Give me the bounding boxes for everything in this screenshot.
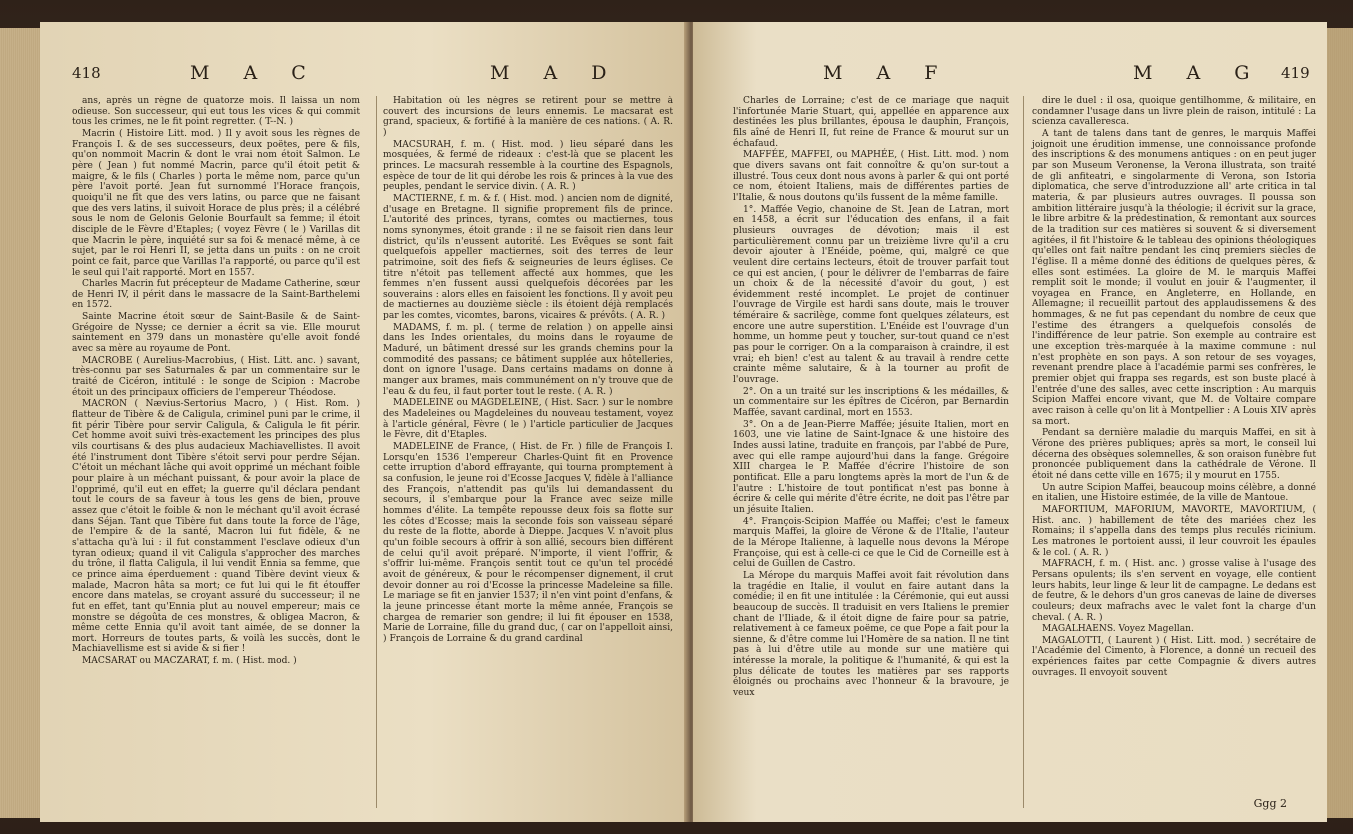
left-header — [40, 62, 688, 92]
right-header — [693, 62, 1327, 92]
article-paragraph: MACTIERNE, f. m. & f. ( Hist. mod. ) ancien nom de dignité, d'usage en Bretagne. Il signifie proprement fils de prince. L'autorité des princes, tyrans, comtes ou mactiernes, tous noms synonymes, étoit grande : il ne se faisoit rien dans leur district, qu'ils n'eussent autorité. Les Evêques se sont fait quelquefois appeller mactiernes, soit des terres de leur patrimoine, soit des fiefs & seigneuries de leurs églises. Ce titre n'étoit pas tellement affecté aux hommes, que les femmes n'en fussent aussi quelquefois décorées par les souverains : alors elles en faisoient les fonctions. Il y avoit peu de mactiernes au douzième siècle : ils étoient déjà remplacés par les comtes, vicomtes, barons, vicaires & prévôts. ( A. R. ) — [383, 193, 673, 322]
article-paragraph: MAFORTIUM, MAFORIUM, MAVORTE, MAVORTIUM, ( Hist. anc. ) habillement de tête des mariées chez les Romains; il s'appella dans des temps plus reculés ricinium. Les matrones le portoient aussi, il leur couvroit les épaules & le col. ( A. R. ) — [1032, 504, 1316, 558]
article-paragraph: ans, après un règne de quatorze mois. Il laissa un nom odieuse. Son successeur, qui eut tous les vices & qui commit tous les crimes, ne le fit point regretter. ( T--N. ) — [72, 96, 360, 128]
article-paragraph: Pendant sa dernière maladie du marquis Maffei, en sit à Vérone des prières publiques; après sa mort, le conseil lui décerna des obsèques solemnelles, & son oraison funèbre fut prononcée publiquement dans la cathédrale de Vérone. Il étoit né dans cette ville en 1675; il y mourut en 1755. — [1032, 428, 1316, 481]
article-paragraph: Sainte Macrine étoit sœur de Saint-Basile & de Saint-Grégoire de Nysse; ce dernier a écrit sa vie. Elle mourut saintement en 379 dans un monastère qu'elle avoit fondé avec sa mère au royaume de Pont. — [72, 312, 360, 355]
page-number: 419 — [1281, 64, 1310, 82]
right-page — [693, 22, 1327, 822]
right-column-2 — [1023, 96, 1316, 808]
article-paragraph: MACROBE ( Aurelius-Macrobius, ( Hist. Litt. anc. ) savant, très-connu par ses Saturnales & par un commentaire sur le traité de Cicéron, intitulé : le songe de Scipion : Macrobe étoit un des principaux officiers de l'empereur Théodose. — [72, 355, 360, 398]
right-column-1 — [733, 96, 1009, 808]
running-head: M A F — [823, 62, 952, 84]
running-head: M A C — [190, 62, 320, 84]
article-paragraph: La Mérope du marquis Maffei avoit fait révolution dans la tragédie en Italie, il voulut en faire autant dans la comédie; il en fit une intitulée : la Cérémonie, qui eut aussi beaucoup de succès. Il traduisit en vers Italiens le premier chant de l'Iliade, & il étoit digne de faire pour sa patrie, relativement à ce fameux poëme, ce que Pope a fait pour la sienne, & d'être comme lui l'Homère de sa nation. Il ne tint pas à lui d'être utile au monde sur une matière qui intéresse la morale, la politique & l'humanité, & qui est la plus délicate de toutes les matières par ses rapports éloignés ou prochains avec l'honneur & la bravoure, je veux — [733, 570, 1009, 699]
article-paragraph: MAGALHAENS. Voyez Magellan. — [1042, 624, 1194, 635]
left-column-1 — [72, 96, 360, 808]
article-paragraph: MAFFÉE, MAFFEI, ou MAPHÉE, ( Hist. Litt. mod. ) nom que divers savans ont fait connoître & qu'on sur-tout a illustré. Tous ceux dont nous avons à parler & qui ont porté ce nom, étoient Italiens, mais de différentes parties de l'Italie, & nous doutons qu'ils fussent de la même famille. — [733, 150, 1009, 203]
signature-mark: Ggg 2 — [1253, 797, 1287, 810]
article-paragraph: MAGALOTTI, ( Laurent ) ( Hist. Litt. mod. ) secrétaire de l'Académie del Cimento, à Florence, a donné un recueil des expériences faites par cette Compagnie & divers autres ouvrages. Il envoyoit souvent — [1032, 635, 1316, 678]
article-paragraph: A tant de talens dans tant de genres, le marquis Maffei joignoit une érudition immense, une connoissance profonde des inscriptions & des monumens antiques : on en peut juger par son Museum Veronense, la Verona illustrata, son traité de gli anfiteatri, e singolarmente di Verona, son Istoria diplomatica, che serve d'introduzzione all' arte critica in tal materia, & par plusieurs autres ouvrages. Il poussa son ambition littéraire jusqu'à la théologie; il écrivit sur la grace, le libre arbitre & la prédestination, & remontant aux sources de la tradition sur ces matières si souvent & si diversement agitées, il fit l'histoire & le tableau des opinions théologiques qu'elles ont fait naître pendant les cinq premiers siècles de l'église. Il a même donné des éditions de quelques pères, & elles sont estimées. La gloire de M. le marquis Maffei remplit soit le monde; il voulut en jouir & l'augmenter, il voyagea en France, en Angleterre, en Hollande, en Allemagne; il recueillit partout des applaudissemens & des hommages, & ne fut pas cependant du nombre de ceux que l'estime des étrangers a quelquefois consolés de l'indifférence de leur patrie. Son exemple au contraire est une exception très-marquée à la maxime commune : nul n'est prophète en son pays. A son retour de ses voyages, revenant prendre place à l'académie parmi ses confrères, le premier objet qui frappa ses regards, est son buste placé à l'entrée d'une des salles, avec cette inscription : Au marquis Scipion Maffei encore vivant, que M. de Voltaire compare avec raison à celle qu'on lit à Montpellier : A Louis XIV après sa mort. — [1032, 128, 1316, 427]
left-page — [40, 22, 688, 822]
article-paragraph: Un autre Scipion Maffei, beaucoup moins célèbre, a donné en italien, une Histoire estimée, de la ville de Mantoue. — [1032, 482, 1316, 504]
article-paragraph: 3°. On a de Jean-Pierre Maffée; jésuite Italien, mort en 1603, une vie latine de Saint-Ignace & une histoire des Indes aussi latine, traduite en françois, par l'abbé de Pure, avec qui elle rampe aujourd'hui dans la fange. Grégoire XIII chargea le P. Maffée d'écrire l'histoire de son pontificat. Elle a paru longtems après la mort de l'un & de l'autre : L'histoire de tout pontificat n'est pas bonne à écrire & celle qui mérite d'être écrite, ne doit pas l'être par un jésuite Italien. — [733, 419, 1009, 515]
page-number: 418 — [72, 64, 101, 82]
article-paragraph: Macrin ( Histoire Litt. mod. ) Il y avoit sous les règnes de François I. & de ses successeurs, deux poëtes, pere & fils, qu'on nommoit Macrin & dont le vrai nom étoit Salmon. Le père ( Jean ) fut nommé Macrin, parce qu'il étoit petit & maigre, & le fils ( Charles ) porta le même nom, parce qu'un père l'avoit porté. Jean fut surnommé l'Horace françois, quoiqu'il ne fît que des vers latins, ou parce que ne faisant que des vers latins, il suivoit Horace de plus près; il a célébré sous le nom de Gelonis Gelonie Bourfault sa femme; il étoit disciple de le Fèvre d'Etaples; ( voyez Fèvre ( le ) Varillas dit que Macrin le père, inquiété sur sa foi & menacé même, à ce sujet, par le roi Henri II, se jetta dans un puits : on ne croit point ce fait, parce que Varillas l'a rapporté, ou parce qu'il est le seul qui l'ait rapporté. Mort en 1557. — [72, 128, 360, 278]
article-paragraph: Habitation où les nègres se retirent pour se mettre à couvert des incursions de leurs ennemis. Le macsarat est grand, spacieux, & fortifié à la manière de ces nations. ( A. R. ) — [383, 96, 673, 138]
left-page-edges — [0, 28, 40, 818]
right-page-edges — [1327, 28, 1353, 818]
article-paragraph: MADAMS, f. m. pl. ( terme de relation ) on appelle ainsi dans les Indes orientales, du moins dans le royaume de Maduré, un bâtiment dressé sur les grands chemins pour la commodité des passans; ce bâtiment supplée aux hôtelleries, dont on ignore l'usage. Dans certains madams on donne à manger aux brames, mais communément on n'y trouve que de l'eau & du feu, il faut porter tout le reste. ( A. R. ) — [383, 322, 673, 397]
article-paragraph: dire le duel : il osa, quoique gentilhomme, & militaire, en condamner l'usage dans un livre plein de raison, intitulé : La scienza cavalleresca. — [1032, 96, 1316, 128]
article-paragraph: MADELEINE ou MAGDELEINE, ( Hist. Sacr. ) sur le nombre des Madeleines ou Magdeleines du nouveau testament, voyez à l'article général, Fèvre ( le ) l'article particulier de Jacques le Fèvre, dit d'Etaples. — [383, 398, 673, 441]
left-column-2 — [376, 96, 673, 808]
article-paragraph: 2°. On a un traité sur les inscriptions & les médailles, & un commentaire sur les épîtres de Cicéron, par Bernardin Maffée, savant cardinal, mort en 1553. — [733, 386, 1009, 419]
article-paragraph: MAFRACH, f. m. ( Hist. anc. ) grosse valise à l'usage des Persans opulents; ils s'en servent en voyage, elle contient leurs habits, leur linge & leur lit de campagne. Le dedans est de feutre, & le dehors d'un gros canevas de laine de diverses couleurs; deux mafrachs avec le valet font la charge d'un cheval. ( A. R. ) — [1032, 559, 1316, 623]
article-paragraph: 1°. Maffée Vegio, chanoine de St. Jean de Latran, mort en 1458, a écrit sur l'éducation des enfans, il a fait plusieurs ouvrages de dévotion; mais il est particulièrement connu par un treizième livre qu'il a cru devoir ajouter à l'Enéide, poème, qui, malgré ce que veulent dire certains lecteurs, étoit de trouver parfait tout ce qui est ancien, ( pour le délivrer de l'embarras de faire un choix & de la nécessité d'avoir du gout, ) est évidemment resté incomplet. Le projet de continuer l'ouvrage de Virgile est hardi sans doute, mais le trouver téméraire & sacrilège, comme font quelques zélateurs, est encore une autre superstition. L'Enéide est l'ouvrage d'un homme, un homme peut y toucher, sur-tout quand ce n'est pas pour le corriger. On a la comparaison à craindre, il est vrai; eh bien! c'est au talent & au travail à rendre cette crainte même salutaire, & à la tourner au profit de l'ouvrage. — [733, 204, 1009, 386]
running-head-right: M A G — [1133, 62, 1264, 84]
article-paragraph: MACSURAH, f. m. ( Hist. mod. ) lieu séparé dans les mosquées, & fermé de rideaux : c'est-là que se placent les princes. Le macsurah ressemble à la courtine des Espagnols, espèce de tour de lit qui dérobe les rois & princes à la vue des peuples, pendant le service divin. ( A. R. ) — [383, 139, 673, 193]
running-head-right: M A D — [490, 62, 621, 84]
article-paragraph: 4°. François-Scipion Maffée ou Maffei; c'est le fameux marquis Maffei, la gloire de Vérone & de l'Italie, l'auteur de la Mérope Italienne, à laquelle nous devons la Mérope Françoise, qui est à celle-ci ce que le Cid de Corneille est à celui de Guillen de Castro. — [733, 516, 1009, 570]
article-paragraph: Charles Macrin fut précepteur de Madame Catherine, sœur de Henri IV, il périt dans le massacre de la Saint-Barthelemi en 1572. — [72, 279, 360, 311]
article-paragraph: MACSARAT ou MACZARAT, f. m. ( Hist. mod. ) — [82, 656, 297, 667]
article-paragraph: MACRON ( Nævius-Sertorius Macro, ) ( Hist. Rom. ) flatteur de Tibère & de Caligula, criminel puni par le crime, il fit périr Tibère pour servir Caligula, & Caligula le fit périr. Cet homme avoit suivi très-exactement les principes des plus vils courtisans & des plus audacieux Machiavellistes. Il avoit été l'instrument dont Tibère s'étoit servi pour perdre Séjan. C'étoit un méchant lâche qui avoit opprimé un méchant foible pour plaire à un méchant puissant, & pour avoir la place de l'opprimé, qu'il eut en effet; la guerre qu'il déclara pendant tout le cours de sa faveur à tous les gens de bien, prouve assez que c'étoit le foible & non le méchant qu'il avoit écrasé dans Séjan. Tant que Tibère fut dans toute la force de l'âge, de l'empire & de la santé, Macron lui fut fidèle, & ne s'attacha qu'à lui : il fut constamment l'esclave odieux d'un tyran odieux; quand il vit Caligula s'approcher des marches du trône, il flatta Caligula, il lui vendit Ennia sa femme, que ce prince aima éperduement : quand Tibère devint vieux & malade, Macron hâta sa mort; ce fut lui qui le fit étouffer encore dans matelas, se croyant assuré du successeur; il ne fut en effet, tant qu'Ennia plut au nouvel empereur; mais ce monstre se dégoûta de ces monstres, & obligea Macron, & même cette Ennia qu'il avoit tant aimée, de se donner la mort. Horreurs de toutes parts, & voilà les succès, dont le Machiavellisme est si avide & si fier ! — [72, 399, 360, 655]
article-paragraph: Charles de Lorraine; c'est de ce mariage que naquit l'infortunée Marie Stuart, qui, appellée en apparence aux destinées les plus brillantes, épousa le dauphin, François, fils aîné de Henri II, fut reine de France & mourut sur un échafaud. — [733, 96, 1009, 149]
article-paragraph: MADELEINE de France, ( Hist. de Fr. ) fille de François I. Lorsqu'en 1536 l'empereur Charles-Quint fit en Provence cette irruption d'abord effrayante, qui tourna promptement à sa confusion, le jeune roi d'Ecosse Jacques V, fidèle à l'alliance des François, n'attendit pas qu'ils lui demandassent du secours, il s'embarque pour la France avec seize mille hommes d'élite. La tempête repousse deux fois sa flotte sur les côtes d'Ecosse; mais la seconde fois son vaisseau séparé du reste de la flotte, aborde à Dieppe. Jacques V. n'avoit plus qu'un foible secours à offrir à son allié, secours bien différent de celui qu'il avoit préparé. N'importe, il vient l'offrir, & s'offrir lui-même. François sentit tout ce qu'un tel procédé avoit de généreux, & pour le récompenser dignement, il crut devoir donner au roi d'Ecosse la princesse Madeleine sa fille. Le mariage se fit en janvier 1537; il n'en vint point d'enfans, & la jeune princesse étant morte la même année, François se chargea de remarier son gendre; il lui fit épouser en 1538, Marie de Lorraine, fille du grand duc, ( car on l'appelloit ainsi, ) François de Lorraine & du grand cardinal — [383, 442, 673, 644]
